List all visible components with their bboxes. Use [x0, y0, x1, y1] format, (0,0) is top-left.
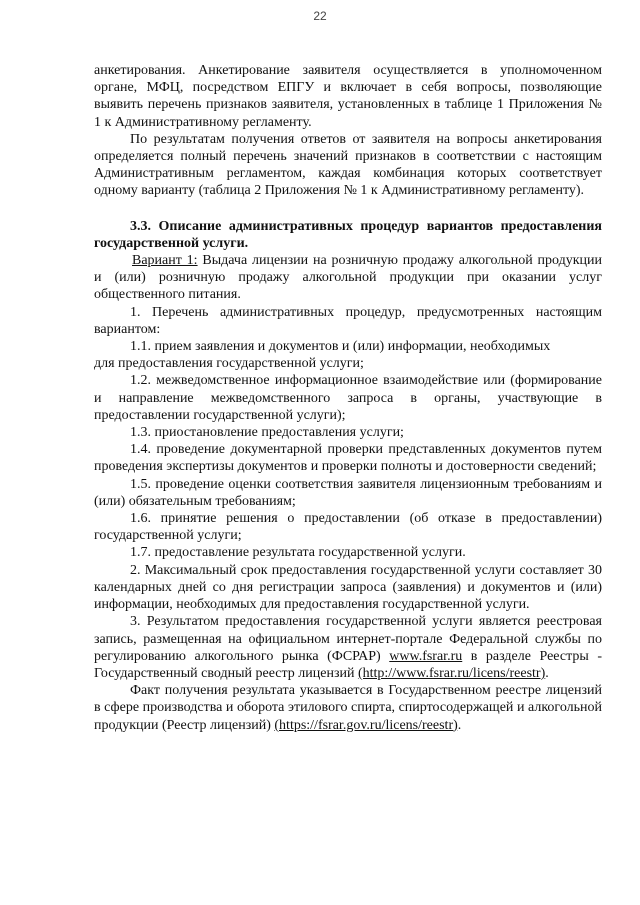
list-item: 1.2. межведомственное информационное взаимодействие или (формирование и направление межведомственного запроса в органы, участвующие в предоставлении государственной услуги); — [94, 373, 602, 423]
list-item: 1.1. прием заявления и документов и (или) информации, необходимых — [130, 339, 551, 355]
list-item: 1.6. принятие решения о предоставлении (об отказе в предоставлении) государственной услуги; — [94, 511, 602, 544]
text-run: в разделе Реестры - Государственный сводный реестр лицензий — [94, 648, 602, 681]
paragraph — [94, 682, 602, 734]
list-item: 1.3. приостановление предоставления услуги; — [130, 425, 404, 441]
paragraph: анкетирования. Анкетирование заявителя осуществляется в уполномоченном органе, МФЦ, посредством ЕПГУ и включает в себя вопросы, позволяющие выявить перечень признаков заявителя, установленных в таблице 1 Приложения № 1 к Административному регламенту. — [94, 63, 602, 130]
list-item: 1. Перечень административных процедур, предусмотренных настоящим вариантом: — [94, 304, 602, 337]
variant-text: Выдача лицензии на розничную продажу алкогольной продукции и (или) розничную продажу алкогольной продукции при оказании услуг общественного питания. — [94, 253, 602, 303]
document-body — [94, 62, 602, 734]
page-number: 22 — [313, 9, 327, 23]
fsrar-link[interactable]: www.fsrar.ru — [389, 648, 463, 664]
text-run: Факт получения результата указывается в Государственном реестре лицензий в сфере производства и оборота этилового спирта, спиртосодержащей и алкогольной продукции (Реестр лицензий) — [94, 683, 602, 733]
list-item: 1.7. предоставление результата государственной услуги. — [130, 545, 466, 561]
list-item: 2. Максимальный срок предоставления государственной услуги составляет 30 календарных дней со дня регистрации запроса (заявления) и документов и (или) информации, необходимых для предоставления государственной услуги. — [94, 562, 602, 613]
variant-label: Вариант 1: — [132, 253, 198, 269]
paragraph: По результатам получения ответов от заявителя на вопросы анкетирования определяется полный перечень значений признаков в соответствии с настоящим Административным регламентом, каждая комбинация которых соответствует одному варианту (таблица 2 Приложения № 1 к Административному регламенту). — [94, 131, 602, 199]
list-item — [94, 613, 602, 682]
text-run: . — [457, 717, 462, 733]
text-run: 3. Результатом предоставления государственной услуги является реестровая запись, размещенная на официальном интернет-портале Федеральной службы по регулированию алкогольного рынка (ФСРАР) — [94, 614, 602, 664]
list-item: 1.4. проведение документарной проверки представленных документов путем проведения экспертизы документов и проверки полноты и достоверности сведений; — [94, 442, 602, 475]
reestr-link[interactable]: (http://www.fsrar.ru/licens/reestr) — [357, 665, 546, 681]
section-heading: 3.3. Описание административных процедур вариантов предоставления государственной услуги. — [94, 218, 602, 251]
text-run: . — [545, 665, 549, 681]
list-item-continuation: для предоставления государственной услуги; — [94, 356, 364, 372]
paragraph-variant — [94, 252, 602, 304]
list-item: 1.5. проведение оценки соответствия заявителя лицензионным требованиям и (или) обязательным требованиям; — [94, 476, 602, 509]
licens-reestr-link[interactable]: (https://fsrar.gov.ru/licens/reestr) — [274, 717, 458, 733]
